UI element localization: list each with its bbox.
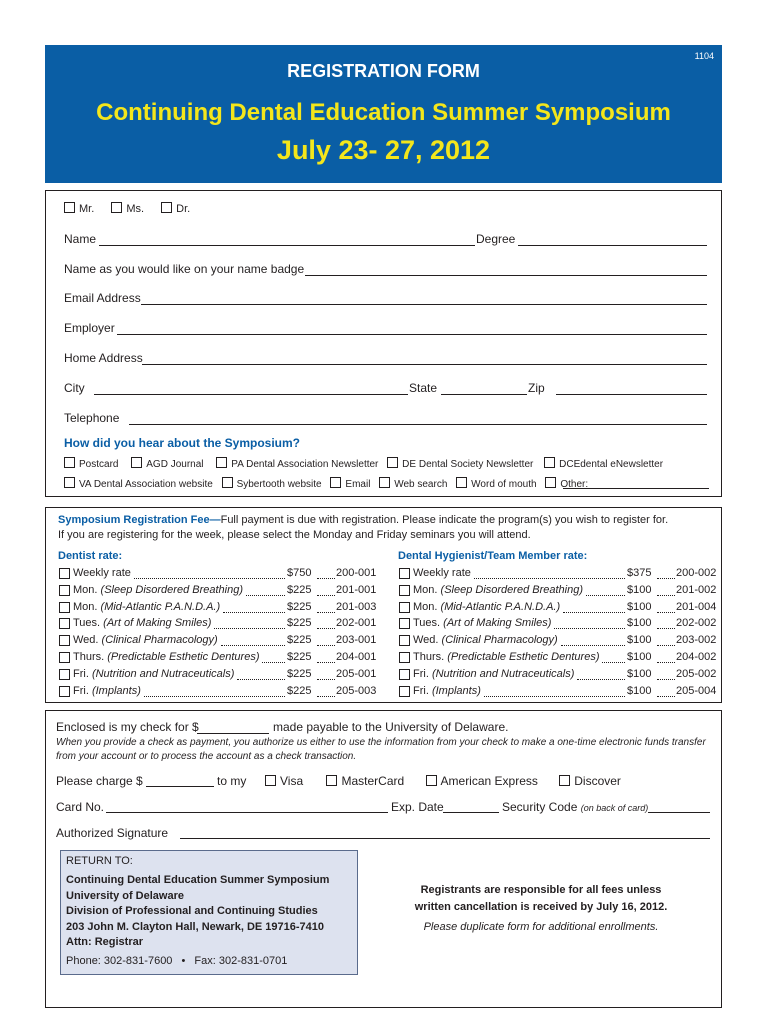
- hygienist-rate-row[interactable]: [399, 634, 719, 650]
- card-number-label: Card No.: [56, 800, 105, 814]
- leader-dots: [554, 628, 625, 629]
- leader-dots: [214, 628, 285, 629]
- leader-dots: [657, 595, 675, 596]
- leader-dots: [223, 612, 285, 613]
- hygienist-rate-name: Fri. (Nutrition and Nutraceuticals): [413, 667, 575, 680]
- dentist-rate-price: $225: [287, 634, 312, 647]
- checkbox[interactable]: [379, 477, 390, 488]
- notice-line-3: Please duplicate form for additional enrollments.: [423, 921, 659, 933]
- leader-dots: [262, 662, 285, 663]
- return-line: Division of Professional and Continuing Studies: [66, 905, 318, 917]
- checkbox[interactable]: [399, 669, 410, 680]
- checkbox[interactable]: [64, 202, 75, 213]
- event-title: Continuing Dental Education Summer Symposium: [96, 99, 671, 126]
- signature-field[interactable]: [180, 838, 710, 839]
- referral-option[interactable]: Web search: [379, 479, 447, 490]
- hygienist-rate-row[interactable]: [399, 617, 719, 633]
- checkbox[interactable]: [399, 618, 410, 629]
- security-code-label: Security Code (on back of card): [502, 800, 649, 814]
- employer-field[interactable]: [117, 334, 707, 335]
- hygienist-rate-name: Weekly rate: [413, 567, 471, 579]
- hygienist-rate-code: 200-002: [676, 567, 717, 579]
- referral-option[interactable]: Sybertooth website: [222, 479, 322, 490]
- hygienist-rate-row[interactable]: [399, 651, 719, 667]
- badge-name-field[interactable]: [305, 275, 707, 276]
- charge-to-label: to my: [217, 774, 247, 788]
- checkbox[interactable]: [131, 457, 142, 468]
- checkbox[interactable]: [399, 686, 410, 697]
- card-discover[interactable]: Discover: [559, 774, 621, 788]
- leader-dots: [317, 578, 335, 579]
- dentist-rate-price: $225: [287, 617, 312, 630]
- checkbox[interactable]: [326, 775, 337, 786]
- hygienist-rate-row[interactable]: [399, 567, 719, 583]
- leader-dots: [657, 645, 675, 646]
- dentist-rate-name: Mon. (Mid-Atlantic P.A.N.D.A.): [73, 600, 221, 613]
- leader-dots: [484, 696, 625, 697]
- dentist-heading: Dentist rate:: [58, 550, 123, 562]
- referral-option[interactable]: AGD Journal: [131, 459, 203, 470]
- return-line: 203 John M. Clayton Hall, Newark, DE 19716-7410: [66, 921, 325, 933]
- dentist-rate-name: Fri. (Implants): [73, 684, 141, 697]
- dentist-rate-row[interactable]: [59, 584, 379, 600]
- leader-dots: [317, 612, 335, 613]
- enclosed-check-pre: Enclosed is my check for $: [56, 720, 199, 734]
- leader-dots: [134, 578, 285, 579]
- checkbox[interactable]: [59, 635, 70, 646]
- card-mastercard[interactable]: MasterCard: [326, 774, 404, 788]
- dentist-rate-price: $225: [287, 651, 312, 663]
- card-number-field[interactable]: [106, 812, 388, 813]
- checkbox[interactable]: [399, 585, 410, 596]
- leader-dots: [657, 612, 675, 613]
- badge-name-label: Name as you would like on your name badge: [64, 262, 305, 276]
- hygienist-rate-price: $100: [627, 600, 652, 613]
- hygienist-rate-name: Wed. (Clinical Pharmacology): [413, 634, 558, 647]
- state-label: State: [409, 381, 438, 395]
- leader-dots: [317, 662, 335, 663]
- hygienist-rate-code: 205-004: [676, 684, 717, 697]
- dentist-rate-row[interactable]: [59, 601, 379, 617]
- charge-label: Please charge $: [56, 774, 143, 788]
- signature-label: Authorized Signature: [56, 826, 169, 840]
- card-type-options: [265, 774, 621, 788]
- checkbox[interactable]: [59, 602, 70, 613]
- hygienist-rate-price: $100: [627, 634, 652, 647]
- return-fax: Fax: 302-831-0701: [194, 955, 288, 967]
- dentist-rate-name: Fri. (Nutrition and Nutraceuticals): [73, 667, 235, 680]
- checkbox[interactable]: [399, 635, 410, 646]
- checkbox[interactable]: [111, 202, 122, 213]
- leader-dots: [563, 612, 625, 613]
- degree-label: Degree: [476, 232, 516, 246]
- leader-dots: [657, 662, 675, 663]
- checkbox[interactable]: [456, 477, 467, 488]
- checkbox[interactable]: [59, 568, 70, 579]
- leader-dots: [237, 679, 285, 680]
- checkbox[interactable]: [216, 457, 227, 468]
- leader-dots: [657, 679, 675, 680]
- charge-amount-field[interactable]: [146, 786, 214, 787]
- dentist-rate-row[interactable]: [59, 685, 379, 701]
- checkbox[interactable]: [222, 477, 233, 488]
- checkbox[interactable]: [399, 602, 410, 613]
- referral-option[interactable]: Postcard: [64, 459, 118, 470]
- hygienist-rate-price: $100: [627, 651, 652, 663]
- dentist-rate-code: 200-001: [336, 567, 377, 579]
- checkbox[interactable]: [544, 457, 555, 468]
- referral-row-1: [64, 457, 663, 470]
- checkbox[interactable]: [64, 457, 75, 468]
- leader-dots: [317, 595, 335, 596]
- check-amount-field[interactable]: [197, 733, 269, 734]
- referral-other-field[interactable]: [563, 488, 709, 489]
- checkbox[interactable]: [59, 585, 70, 596]
- leader-dots: [317, 696, 335, 697]
- checkbox[interactable]: [59, 686, 70, 697]
- dentist-rate-price: $225: [287, 684, 312, 697]
- employer-label: Employer: [64, 321, 115, 335]
- referral-option[interactable]: Word of mouth: [456, 479, 536, 490]
- header-banner: [45, 45, 722, 183]
- leader-dots: [221, 645, 285, 646]
- hygienist-rate-row[interactable]: [399, 685, 719, 701]
- dentist-rate-code: 204-001: [336, 651, 377, 663]
- dentist-rate-row[interactable]: [59, 617, 379, 633]
- return-line: Attn: Registrar: [66, 936, 144, 948]
- exp-date-field[interactable]: [443, 812, 499, 813]
- referral-option[interactable]: VA Dental Association website: [64, 479, 213, 490]
- dentist-rate-name: Weekly rate: [73, 567, 131, 579]
- fee-heading: Symposium Registration Fee—: [58, 514, 221, 526]
- security-code-field[interactable]: [648, 812, 710, 813]
- leader-dots: [561, 645, 625, 646]
- leader-dots: [474, 578, 625, 579]
- notice-line-2: written cancellation is received by July 16, 2012.: [414, 901, 668, 913]
- separator-bullet: •: [181, 955, 186, 967]
- degree-field[interactable]: [518, 245, 707, 246]
- salutation-mr[interactable]: Mr.: [64, 203, 94, 215]
- hygienist-rate-code: 203-002: [676, 634, 717, 647]
- checkbox[interactable]: [59, 669, 70, 680]
- checkbox[interactable]: [545, 477, 556, 488]
- home-address-label: Home Address: [64, 351, 143, 365]
- dentist-rate-row[interactable]: [59, 567, 379, 583]
- card-visa[interactable]: Visa: [265, 774, 303, 788]
- hygienist-rate-row[interactable]: [399, 668, 719, 684]
- checkbox[interactable]: [387, 457, 398, 468]
- exp-date-label: Exp. Date: [391, 800, 444, 814]
- email-field[interactable]: [141, 304, 707, 305]
- card-amex[interactable]: American Express: [426, 774, 538, 788]
- check-note-2: from your account or to process the account as a check transaction.: [56, 751, 357, 762]
- leader-dots: [317, 645, 335, 646]
- salutation-dr[interactable]: Dr.: [161, 203, 190, 215]
- referral-option[interactable]: Email: [330, 479, 370, 490]
- form-number: 1104: [694, 51, 714, 61]
- dentist-rate-row[interactable]: [59, 634, 379, 650]
- zip-field[interactable]: [556, 394, 707, 395]
- checkbox[interactable]: [59, 618, 70, 629]
- checkbox[interactable]: [59, 652, 70, 663]
- enclosed-check-post: made payable to the University of Delaware.: [273, 720, 509, 734]
- referral-question: How did you hear about the Symposium?: [64, 436, 301, 450]
- return-phone: Phone: 302-831-7600: [66, 955, 173, 967]
- fee-intro-2: If you are registering for the week, please select the Monday and Friday seminars you will attend.: [58, 529, 531, 541]
- leader-dots: [586, 595, 625, 596]
- check-note: When you provide a check as payment, you authorize us either to use the information from your check to make a one-time electronic funds transfer: [56, 737, 706, 748]
- checkbox[interactable]: [64, 477, 75, 488]
- hygienist-rate-price: $100: [627, 617, 652, 630]
- dentist-rate-name: Mon. (Sleep Disordered Breathing): [73, 583, 243, 596]
- referral-option-other[interactable]: Other:: [545, 479, 588, 490]
- leader-dots: [657, 578, 675, 579]
- leader-dots: [602, 662, 625, 663]
- hygienist-rate-code: 204-002: [676, 651, 717, 663]
- dentist-rate-code: 203-001: [336, 634, 377, 647]
- hygienist-rate-code: 202-002: [676, 617, 717, 630]
- hygienist-rate-name: Thurs. (Predictable Esthetic Dentures): [413, 651, 600, 663]
- dentist-rate-name: Tues. (Art of Making Smiles): [73, 617, 212, 630]
- checkbox[interactable]: [161, 202, 172, 213]
- zip-label: Zip: [528, 381, 545, 395]
- return-line: University of Delaware: [66, 890, 184, 902]
- dentist-rate-price: $225: [287, 600, 312, 613]
- dentist-rate-name: Thurs. (Predictable Esthetic Dentures): [73, 651, 260, 663]
- name-field[interactable]: [99, 245, 475, 246]
- salutation-ms[interactable]: Ms.: [111, 203, 144, 215]
- telephone-field[interactable]: [129, 424, 707, 425]
- return-heading: RETURN TO:: [66, 855, 133, 867]
- event-dates: July 23- 27, 2012: [276, 135, 491, 165]
- dentist-rate-row[interactable]: [59, 668, 379, 684]
- hygienist-rate-price: $100: [627, 583, 652, 596]
- salutation-row: [64, 202, 190, 215]
- hygienist-rate-code: 201-002: [676, 583, 717, 596]
- hygienist-rate-name: Fri. (Implants): [413, 684, 481, 697]
- registration-title: REGISTRATION FORM: [287, 61, 480, 81]
- return-contact: [66, 955, 287, 967]
- dentist-rate-price: $750: [287, 567, 312, 579]
- checkbox[interactable]: [399, 568, 410, 579]
- email-label: Email Address: [64, 291, 141, 305]
- city-label: City: [64, 381, 85, 395]
- hygienist-rate-price: $100: [627, 667, 652, 680]
- hygienist-rate-row[interactable]: [399, 601, 719, 617]
- dentist-rate-code: 205-001: [336, 667, 377, 680]
- referral-option[interactable]: DCEdental eNewsletter: [544, 459, 663, 470]
- dentist-rate-price: $225: [287, 667, 312, 680]
- fee-intro: Symposium Registration Fee—Full payment is due with registration. Please indicate the program(s) you wish to register for.: [58, 514, 669, 526]
- referral-row-2: [64, 477, 588, 490]
- hygienist-rate-name: Mon. (Mid-Atlantic P.A.N.D.A.): [413, 600, 561, 613]
- dentist-rate-code: 202-001: [336, 617, 377, 630]
- dentist-rate-row[interactable]: [59, 651, 379, 667]
- leader-dots: [317, 628, 335, 629]
- dentist-rate-price: $225: [287, 583, 312, 596]
- dentist-rate-name: Wed. (Clinical Pharmacology): [73, 634, 218, 647]
- leader-dots: [657, 696, 675, 697]
- checkbox[interactable]: [265, 775, 276, 786]
- hygienist-rate-code: 205-002: [676, 667, 717, 680]
- leader-dots: [577, 679, 625, 680]
- dentist-rate-code: 201-001: [336, 583, 377, 596]
- return-address-box: [60, 850, 358, 975]
- notice-line-1: Registrants are responsible for all fees unless: [420, 884, 662, 896]
- hygienist-rate-row[interactable]: [399, 584, 719, 600]
- home-address-field[interactable]: [142, 364, 707, 365]
- state-field[interactable]: [441, 394, 527, 395]
- dentist-rate-code: 205-003: [336, 684, 377, 697]
- city-field[interactable]: [94, 394, 408, 395]
- personal-info-section: [45, 190, 722, 497]
- checkbox[interactable]: [559, 775, 570, 786]
- hygienist-heading: Dental Hygienist/Team Member rate:: [398, 550, 588, 562]
- name-label: Name: [64, 232, 97, 246]
- return-line: Continuing Dental Education Summer Symposium: [66, 874, 330, 886]
- dentist-rate-code: 201-003: [336, 600, 377, 613]
- leader-dots: [317, 679, 335, 680]
- checkbox[interactable]: [426, 775, 437, 786]
- leader-dots: [246, 595, 285, 596]
- hygienist-rate-price: $100: [627, 684, 652, 697]
- referral-option[interactable]: DE Dental Society Newsletter: [387, 459, 533, 470]
- referral-option[interactable]: PA Dental Association Newsletter: [216, 459, 378, 470]
- telephone-label: Telephone: [64, 411, 120, 425]
- checkbox[interactable]: [330, 477, 341, 488]
- hygienist-rate-code: 201-004: [676, 600, 717, 613]
- hygienist-rate-name: Tues. (Art of Making Smiles): [413, 617, 552, 630]
- checkbox[interactable]: [399, 652, 410, 663]
- hygienist-rate-price: $375: [627, 567, 652, 579]
- hygienist-rate-name: Mon. (Sleep Disordered Breathing): [413, 583, 583, 596]
- leader-dots: [144, 696, 285, 697]
- leader-dots: [657, 628, 675, 629]
